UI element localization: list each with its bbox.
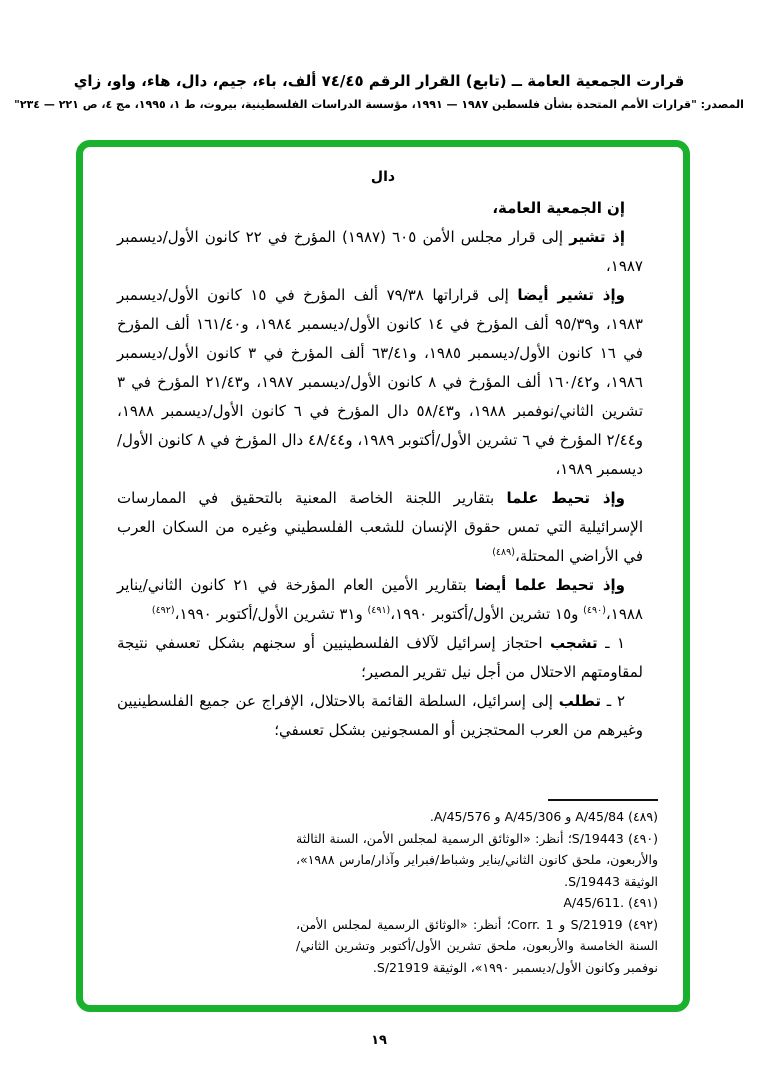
footnote-marker: (٤٩٠) — [623, 830, 658, 846]
emphasis-run: تشجب — [550, 634, 598, 652]
paragraph — [117, 629, 643, 687]
text-run: احتجاز إسرائيل لآلاف الفلسطينيين أو سجنهم بشكل تعسفي نتيجة لمقاومتهم الاحتلال من أجل نيل تقرير المصير؛ — [117, 634, 643, 681]
section-letter-heading: دال — [370, 169, 396, 185]
footnote-ref: (٤٩١) — [367, 605, 391, 616]
footnote — [296, 806, 658, 828]
text-run: إلى قرار مجلس الأمن ٦٠٥ (١٩٨٧) المؤرخ في ٢٢ كانون الأول/ديسمبر ١٩٨٧، — [117, 228, 643, 275]
emphasis-run: إذ تشير — [569, 228, 625, 246]
footnotes-section — [296, 799, 658, 978]
text-run: و٣١ تشرين الأول/أكتوبر ١٩٩٠، — [174, 605, 368, 623]
footnote-separator-rule — [548, 799, 658, 801]
emphasis-run: إن الجمعية العامة، — [492, 199, 625, 217]
text-run: ١ ـ — [597, 634, 625, 652]
text-run: و١٥ تشرين الأول/أكتوبر ١٩٩٠، — [390, 605, 584, 623]
emphasis-run: وإذ تحيط علما — [506, 489, 626, 507]
green-resolution-frame — [76, 140, 690, 1012]
resolution-body — [117, 194, 643, 745]
text-run: إلى قراراتها ٧٩/٣٨ ألف المؤرخ في ١٥ كانون الأول/ديسمبر ١٩٨٣، و٩٥/٣٩ ألف المؤرخ في ١٤ كانون الأول/ديسمبر ١٩٨٤، و١٦١/٤٠ ألف المؤرخ في ١٦ كانون الأول/ديسمبر ١٩٨٥، و٦٣/٤١ ألف المؤرخ في ٣ كانون الأول/ديسمبر ١٩٨٦، و١٦٠/٤٢ ألف المؤرخ في ٨ كانون الأول/ديسمبر ١٩٨٧، و٢١/٤٣ المؤرخ في ٣ تشرين الثاني/نوفمبر ١٩٨٨، و٥٨/٤٣ دال المؤرخ في ٦ كانون الأول/ديسمبر ١٩٨٨، و٢/٤٤ المؤرخ في ٦ تشرين الأول/أكتوبر ١٩٨٩، و٤٨/٤٤ دال المؤرخ في ٨ كانون الأول/ديسمبر ١٩٨٩، — [117, 286, 644, 478]
header-title: قرارت الجمعية العامة ــ (تابع) القرار الرقم ٧٤/٤٥ ألف، باء، جيم، دال، هاء، واو، زاي — [73, 72, 685, 90]
text-run: S/21919 و Corr. 1؛ أنظر: «الوثائق الرسمية لمجلس الأمن، السنة الخامسة والأربعون، ملحق تشرين الأول/أكتوبر وتشرين الثاني/نوفمبر وكانون الأول/ديسمبر ١٩٩٠»، الوثيقة S/21919. — [296, 916, 658, 975]
text-run: إلى إسرائيل، السلطة القائمة بالاحتلال، الإفراج عن جميع الفلسطينيين وغيرهم من العرب المحتجزين أو المسجونين بشكل تعسفي؛ — [117, 692, 643, 739]
text-run: بتقارير الأمين العام المؤرخة في ٢١ كانون الثاني/يناير ١٩٨٨، — [117, 576, 643, 623]
footnote-ref: (٤٩٢) — [151, 605, 175, 616]
text-run: بتقارير اللجنة الخاصة المعنية بالتحقيق في الممارسات الإسرائيلية التي تمس حقوق الإنسان للشعب الفلسطيني وغيره من السكان العرب في الأراضي المحتلة، — [117, 489, 643, 565]
paragraph — [117, 571, 643, 629]
footnote-ref: (٤٨٩) — [492, 547, 515, 558]
text-run: A/45/611. — [563, 895, 625, 910]
emphasis-run: تطلب — [558, 692, 601, 710]
paragraph — [117, 687, 643, 745]
footnote-ref: (٤٩٠) — [583, 605, 606, 616]
footnotes-list — [296, 806, 658, 978]
text-run: S/19443؛ أنظر: «الوثائق الرسمية لمجلس الأمن، السنة الثالثة والأربعون، ملحق كانون الثاني/يناير وشباط/فبراير وآذار/مارس ١٩٨٨»، الوثيقة S/19443. — [296, 830, 658, 889]
paragraph — [117, 281, 643, 484]
footnote-marker: (٤٩٢) — [622, 916, 659, 932]
footnote — [296, 914, 658, 979]
paragraph — [117, 223, 643, 281]
emphasis-run: وإذ تحيط علما أيضا — [475, 576, 625, 594]
footnote-marker: (٤٩١) — [624, 895, 658, 910]
paragraph — [117, 194, 643, 223]
emphasis-run: وإذ تشير أيضا — [517, 286, 625, 304]
page-header — [0, 72, 758, 111]
paragraph — [117, 484, 643, 571]
footnote — [296, 892, 658, 914]
footnote — [296, 828, 658, 893]
page-number: ١٩ — [371, 1033, 387, 1048]
header-source-line: المصدر: "قرارات الأمم المتحدة بشأن فلسطين ١٩٨٧ — ١٩٩١، مؤسسة الدراسات الفلسطينية، بيروت، ط ١، ١٩٩٥، مج ٤، ص ٢٢١ — ٢٣٤" — [14, 98, 744, 111]
text-run: A/45/84 و A/45/306 و A/45/576. — [429, 809, 625, 824]
footnote-marker: (٤٨٩) — [624, 809, 658, 824]
text-run: ٢ ـ — [600, 692, 625, 710]
